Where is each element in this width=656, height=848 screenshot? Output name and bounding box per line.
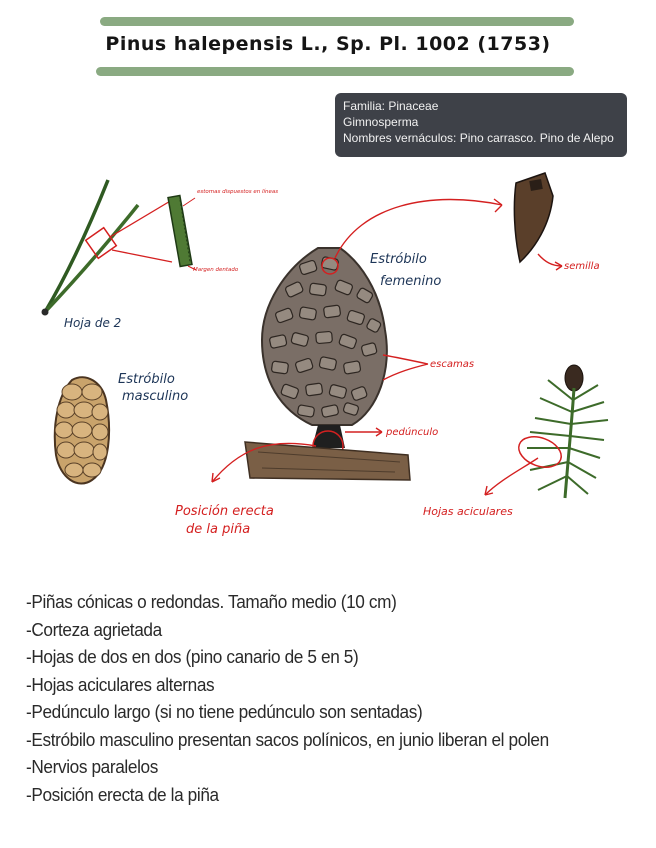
list-item: -Estróbilo masculino presentan sacos polínicos, en junio liberan el polen (26, 728, 549, 750)
top-divider (100, 17, 574, 26)
margen-dentado-label: Margen dentado (193, 267, 239, 273)
pedunculo-label: pedúnculo (386, 427, 439, 438)
family-text: Familia: Pinaceae (343, 99, 439, 113)
estrobilo-femenino-label-1: Estróbilo (370, 252, 427, 267)
seed-drawing (514, 173, 553, 262)
bottom-divider (96, 67, 574, 76)
info-box (335, 93, 627, 157)
list-item: -Piñas cónicas o redondas. Tamaño medio (10 cm) (26, 591, 397, 612)
escamas-label: escamas (430, 359, 475, 370)
list-item: -Hojas aciculares alternas (26, 673, 215, 695)
posicion-label-2: de la piña (186, 522, 251, 537)
male-strobilus-drawing (55, 377, 109, 483)
pine-needles-drawing (42, 180, 197, 316)
group-text: Gimnosperma (343, 115, 419, 129)
estrobilo-femenino-label-2: femenino (380, 274, 442, 289)
list-item: -Hojas de dos en dos (pino canario de 5 en 5) (26, 646, 359, 667)
list-item: -Pedúnculo largo (si no tiene pedúnculo son sentadas) (26, 701, 423, 722)
estrobilo-masculino-label-2: masculino (122, 389, 189, 404)
estomas-label: estomas dispuestos en líneas (197, 189, 279, 195)
pine-branch-drawing (515, 365, 608, 498)
list-item: -Nervios paralelos (26, 756, 158, 777)
posicion-label-1: Posición erecta (175, 504, 274, 519)
illustration (0, 160, 656, 545)
list-item: -Corteza agrietada (26, 618, 162, 640)
semilla-label: semilla (564, 261, 600, 272)
hoja-de-2-label: Hoja de 2 (64, 316, 122, 330)
vernacular-text: Nombres vernáculos: Pino carrasco. Pino de Alepo (343, 131, 614, 145)
characteristics-list (26, 588, 549, 808)
hojas-aciculares-label: Hojas aciculares (423, 505, 513, 518)
female-cone-drawing (262, 248, 387, 461)
list-item: -Posición erecta de la piña (26, 783, 219, 805)
page-title: Pinus halepensis L., Sp. Pl. 1002 (1753) (105, 33, 551, 55)
estrobilo-masculino-label-1: Estróbilo (118, 372, 175, 387)
